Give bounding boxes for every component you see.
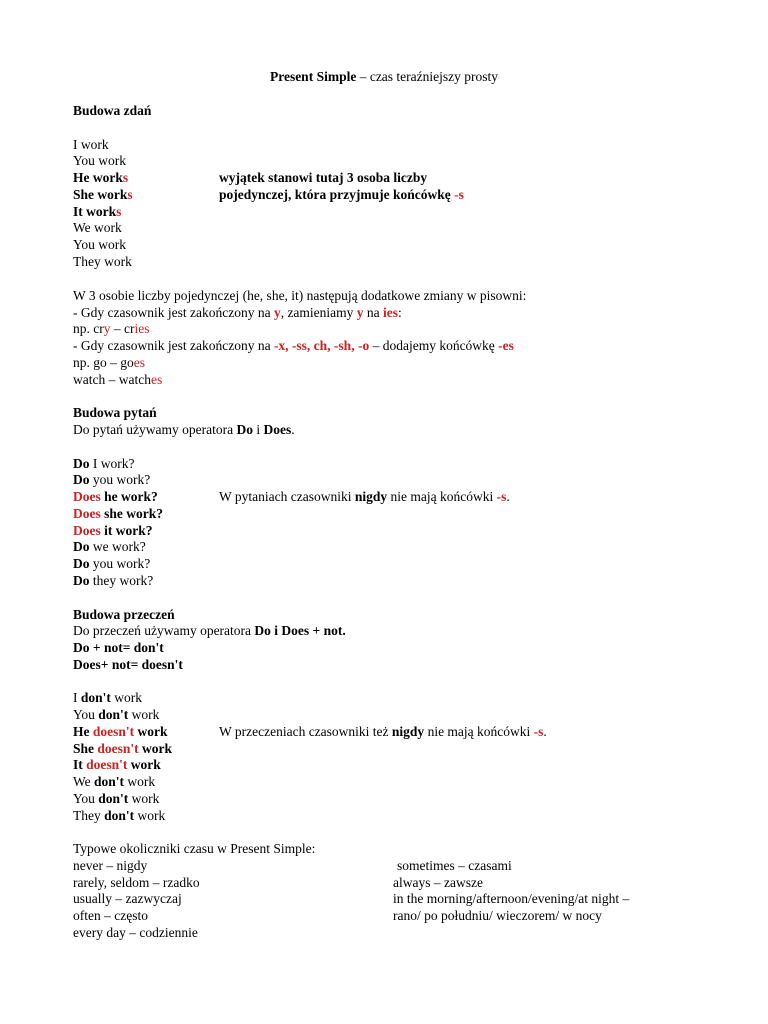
text-run: Does	[73, 489, 101, 504]
text-run: -es	[498, 338, 514, 353]
text-run: y	[273, 305, 281, 320]
text-run: Do	[236, 422, 253, 437]
text-run: They	[73, 808, 105, 823]
text-run: i	[252, 422, 264, 437]
negation-line	[73, 791, 159, 807]
text-run: doesn't	[86, 757, 128, 772]
text-run: W 3 osobie liczby pojedynczej (he, she, it) następują dodatkowe zmiany w pisowni:	[73, 288, 527, 303]
text-run: Does+ not= doesn't	[73, 657, 183, 672]
text-run: y	[356, 305, 364, 320]
spelling-line	[73, 288, 526, 304]
text-run: – czas teraźniejszy prosty	[356, 69, 499, 84]
text-run: – dodajemy końcówkę	[369, 338, 499, 353]
text-run: Do i Does + not.	[254, 623, 346, 638]
text-run: they work?	[89, 573, 154, 588]
text-run: ies	[134, 321, 150, 336]
negations-intro	[73, 623, 346, 639]
text-run: nie mają końcówki	[387, 489, 497, 504]
text-run: Budowa pytań	[73, 405, 157, 420]
text-run: rano/ po południu/ wieczorem/ w nocy	[393, 908, 602, 923]
question-line	[73, 539, 146, 555]
text-run: es	[133, 355, 145, 370]
text-run: -s	[454, 187, 464, 202]
text-run: Do	[73, 456, 90, 471]
text-run: It work	[73, 204, 117, 219]
text-run: You work	[73, 153, 127, 168]
text-run: often – często	[73, 908, 148, 923]
negation-line	[73, 774, 155, 790]
text-run: s	[116, 204, 122, 219]
negation-line	[73, 808, 165, 824]
text-run: np. go – go	[73, 355, 134, 370]
adverbs-heading	[73, 841, 315, 857]
text-run: -x, -ss, ch, -sh, -o	[273, 338, 370, 353]
text-run: doesn't	[92, 724, 135, 739]
text-run: -s	[496, 489, 507, 504]
text-run: W pytaniach czasowniki	[219, 489, 355, 504]
text-run: nie mają końcówki	[424, 724, 534, 739]
text-run: Does	[73, 506, 101, 521]
text-run: work	[124, 774, 156, 789]
text-run: you work?	[89, 472, 151, 487]
text-run: in the morning/afternoon/evening/at night –	[393, 891, 630, 906]
text-run: , zamieniamy	[280, 305, 357, 320]
text-run: He	[73, 724, 93, 739]
question-line	[73, 523, 153, 539]
adverb-item	[73, 891, 182, 907]
negations-note	[219, 724, 547, 740]
text-run: never – nigdy	[73, 858, 148, 873]
text-run: work	[134, 724, 168, 739]
conjugation-line	[73, 187, 133, 203]
text-run: doesn't	[97, 741, 139, 756]
conjugation-line	[73, 153, 126, 169]
conjugation-line	[73, 237, 126, 253]
text-run: sometimes – czasami	[397, 858, 512, 873]
text-run: nigdy	[391, 724, 425, 739]
text-run: pojedynczej, która przyjmuje końcówkę	[219, 187, 455, 202]
text-run: work	[127, 757, 161, 772]
negation-line	[73, 741, 172, 757]
conjugation-line	[73, 137, 109, 153]
text-run: every day – codziennie	[73, 925, 198, 940]
negation-line	[73, 724, 168, 740]
text-run: work	[110, 690, 143, 705]
adverb-item	[393, 908, 602, 924]
text-run: You	[73, 791, 99, 806]
text-run: Budowa przeczeń	[73, 607, 175, 622]
text-run: she work?	[100, 506, 164, 521]
text-run: .	[506, 489, 510, 504]
text-run: rarely, seldom – rzadko	[73, 875, 200, 890]
text-run: Do + not= don't	[73, 640, 164, 655]
text-run: I	[73, 690, 81, 705]
text-run: Do pytań używamy operatora	[73, 422, 237, 437]
spelling-line	[73, 338, 514, 354]
text-run: .	[543, 724, 547, 739]
adverb-item	[73, 908, 148, 924]
text-run: don't	[98, 707, 129, 722]
text-run: don't	[104, 808, 135, 823]
text-run: You	[73, 707, 99, 722]
adverb-item	[397, 858, 512, 874]
text-run: it work?	[100, 523, 153, 538]
question-line	[73, 489, 158, 505]
spelling-line	[73, 305, 402, 321]
text-run: he work?	[100, 489, 158, 504]
text-run: Do	[73, 573, 90, 588]
question-line	[73, 506, 163, 522]
question-line	[73, 472, 150, 488]
text-run: watch – watch	[73, 372, 151, 387]
text-run: Does	[73, 523, 101, 538]
section-heading-budowa-przeczen	[73, 607, 175, 623]
text-run: don't	[94, 774, 125, 789]
text-run: .	[291, 422, 295, 437]
negations-formula	[73, 640, 164, 656]
text-run: usually – zazwyczaj	[73, 891, 182, 906]
text-run: Does	[263, 422, 292, 437]
conjugation-line	[73, 254, 132, 270]
text-run: Do	[73, 556, 90, 571]
text-run: We	[73, 774, 95, 789]
conjugation-line	[73, 204, 121, 220]
negation-line	[73, 690, 142, 706]
adverb-item	[73, 925, 198, 941]
text-run: work	[138, 741, 173, 756]
text-run: I work	[73, 137, 109, 152]
text-run: you work?	[89, 556, 151, 571]
text-run: nigdy	[354, 489, 388, 504]
text-run: work	[128, 707, 160, 722]
third-person-note	[219, 187, 464, 203]
spelling-line	[73, 372, 162, 388]
third-person-note	[219, 170, 427, 186]
spelling-line	[73, 355, 145, 371]
text-run: wyjątek stanowi tutaj 3 osoba liczby	[219, 170, 428, 185]
text-run: Budowa zdań	[73, 103, 152, 118]
question-line	[73, 556, 150, 572]
text-run: na	[363, 305, 384, 320]
adverb-item	[393, 891, 629, 907]
text-run: I work?	[89, 456, 135, 471]
questions-intro	[73, 422, 295, 438]
document-title	[0, 69, 768, 85]
text-run: She work	[73, 187, 128, 202]
text-run: don't	[80, 690, 111, 705]
text-run: Do	[73, 472, 90, 487]
text-run: It	[73, 757, 87, 772]
text-run: - Gdy czasownik jest zakończony na	[73, 338, 274, 353]
text-run: we work?	[89, 539, 146, 554]
text-run: -s	[533, 724, 544, 739]
section-heading-budowa-zdan	[73, 103, 151, 119]
negation-line	[73, 757, 161, 773]
text-run: She	[73, 741, 98, 756]
text-run: Do przeczeń używamy operatora	[73, 623, 255, 638]
text-run: – cr	[110, 321, 135, 336]
text-run: You work	[73, 237, 127, 252]
text-run: np. cr	[73, 321, 104, 336]
text-run: work	[128, 791, 160, 806]
negations-formula	[73, 657, 183, 673]
text-run: s	[127, 187, 133, 202]
text-run: Do	[73, 539, 90, 554]
text-run: We work	[73, 220, 122, 235]
text-run: They work	[73, 254, 132, 269]
questions-note	[219, 489, 510, 505]
section-heading-budowa-pytan	[73, 405, 157, 421]
text-run: W przeczeniach czasowniki też	[219, 724, 392, 739]
text-run: ies	[383, 305, 399, 320]
conjugation-line	[73, 170, 128, 186]
text-run: always – zawsze	[393, 875, 483, 890]
text-run: s	[122, 170, 129, 185]
question-line	[73, 456, 134, 472]
text-run: work	[134, 808, 166, 823]
text-run: - Gdy czasownik jest zakończony na	[73, 305, 274, 320]
adverb-item	[393, 875, 483, 891]
question-line	[73, 573, 153, 589]
text-run: He work	[73, 170, 123, 185]
text-run: Typowe okoliczniki czasu w Present Simple:	[73, 841, 316, 856]
negation-line	[73, 707, 159, 723]
text-run: :	[398, 305, 402, 320]
text-run: y	[103, 321, 111, 336]
spelling-line	[73, 321, 150, 337]
adverb-item	[73, 875, 200, 891]
text-run: don't	[98, 791, 129, 806]
text-run: Present Simple	[269, 69, 357, 84]
conjugation-line	[73, 220, 122, 236]
text-run: es	[150, 372, 163, 387]
adverb-item	[73, 858, 147, 874]
